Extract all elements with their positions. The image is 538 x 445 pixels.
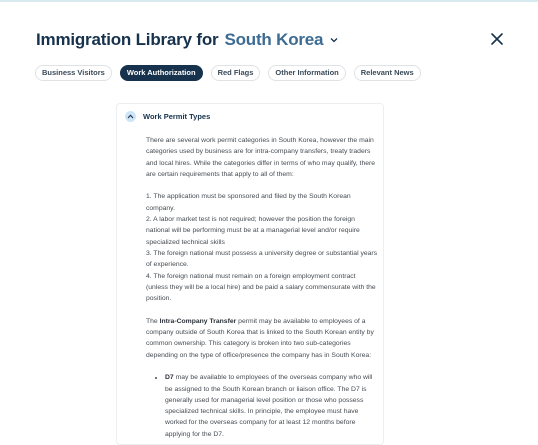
page-header [36,30,339,50]
tab-work-authorization[interactable]: Work Authorization [120,65,203,81]
panel-title: Work Permit Types [143,112,211,121]
subcategory-list [146,372,378,440]
work-permit-types-panel [116,103,384,445]
requirement-item: 4. The foreign national must remain on a foreign employment contract (unless they will be a local hire) and be paid a salary commensurate with the position. [146,272,376,303]
panel-header[interactable] [125,111,210,122]
tab-business-visitors[interactable]: Business Visitors [35,65,112,81]
panel-content [146,135,378,440]
page-title: Immigration Library for [36,30,219,49]
list-item [165,372,378,440]
d7-term: D7 [165,374,174,382]
chevron-up-icon[interactable] [125,111,136,122]
requirement-item: 1. The application must be sponsored and filed by the South Korean company. [146,193,351,212]
close-icon[interactable] [488,30,506,48]
ict-description: permit may be available to employees of a company outside of South Korea that is linked to the South Korean entity by common ownership. This category is broken into two sub-categories depending on the type of office/presence the company has in South Korea: [146,317,374,359]
requirement-item: 3. The foreign national must possess a university degree or substantial years of experience. [146,249,378,269]
intro-paragraph: There are several work permit categories in South Korea, however the main categories used by business are for intra-company transfers, treaty traders and local hires. While the categories differ in terms of who may qualify, there are certain requirements that apply to all of them: [146,137,376,178]
d7-description: may be available to employees of the overseas company who will be assigned to the South Korean branch or liaison office. The D7 is generally used for managerial level position or those who possess specialized technical skills. In principle, the employee must have worked for the overseas company for at least 12 months before applying for the D7. [165,374,373,438]
chevron-down-icon[interactable] [329,35,339,45]
ict-prefix: The [146,317,160,325]
tab-bar [35,65,421,81]
requirement-item: 2. A labor market test is not required; however the position the foreign national will be performing must be at a managerial level and/or require specialized technical skills [146,216,360,246]
top-divider [0,0,538,2]
country-selector[interactable]: South Korea [224,30,324,49]
tab-other-information[interactable]: Other Information [268,65,345,81]
tab-relevant-news[interactable]: Relevant News [354,65,421,81]
tab-red-flags[interactable]: Red Flags [211,65,261,81]
ict-paragraph [146,316,378,361]
ict-term: Intra-Company Transfer [159,317,237,325]
